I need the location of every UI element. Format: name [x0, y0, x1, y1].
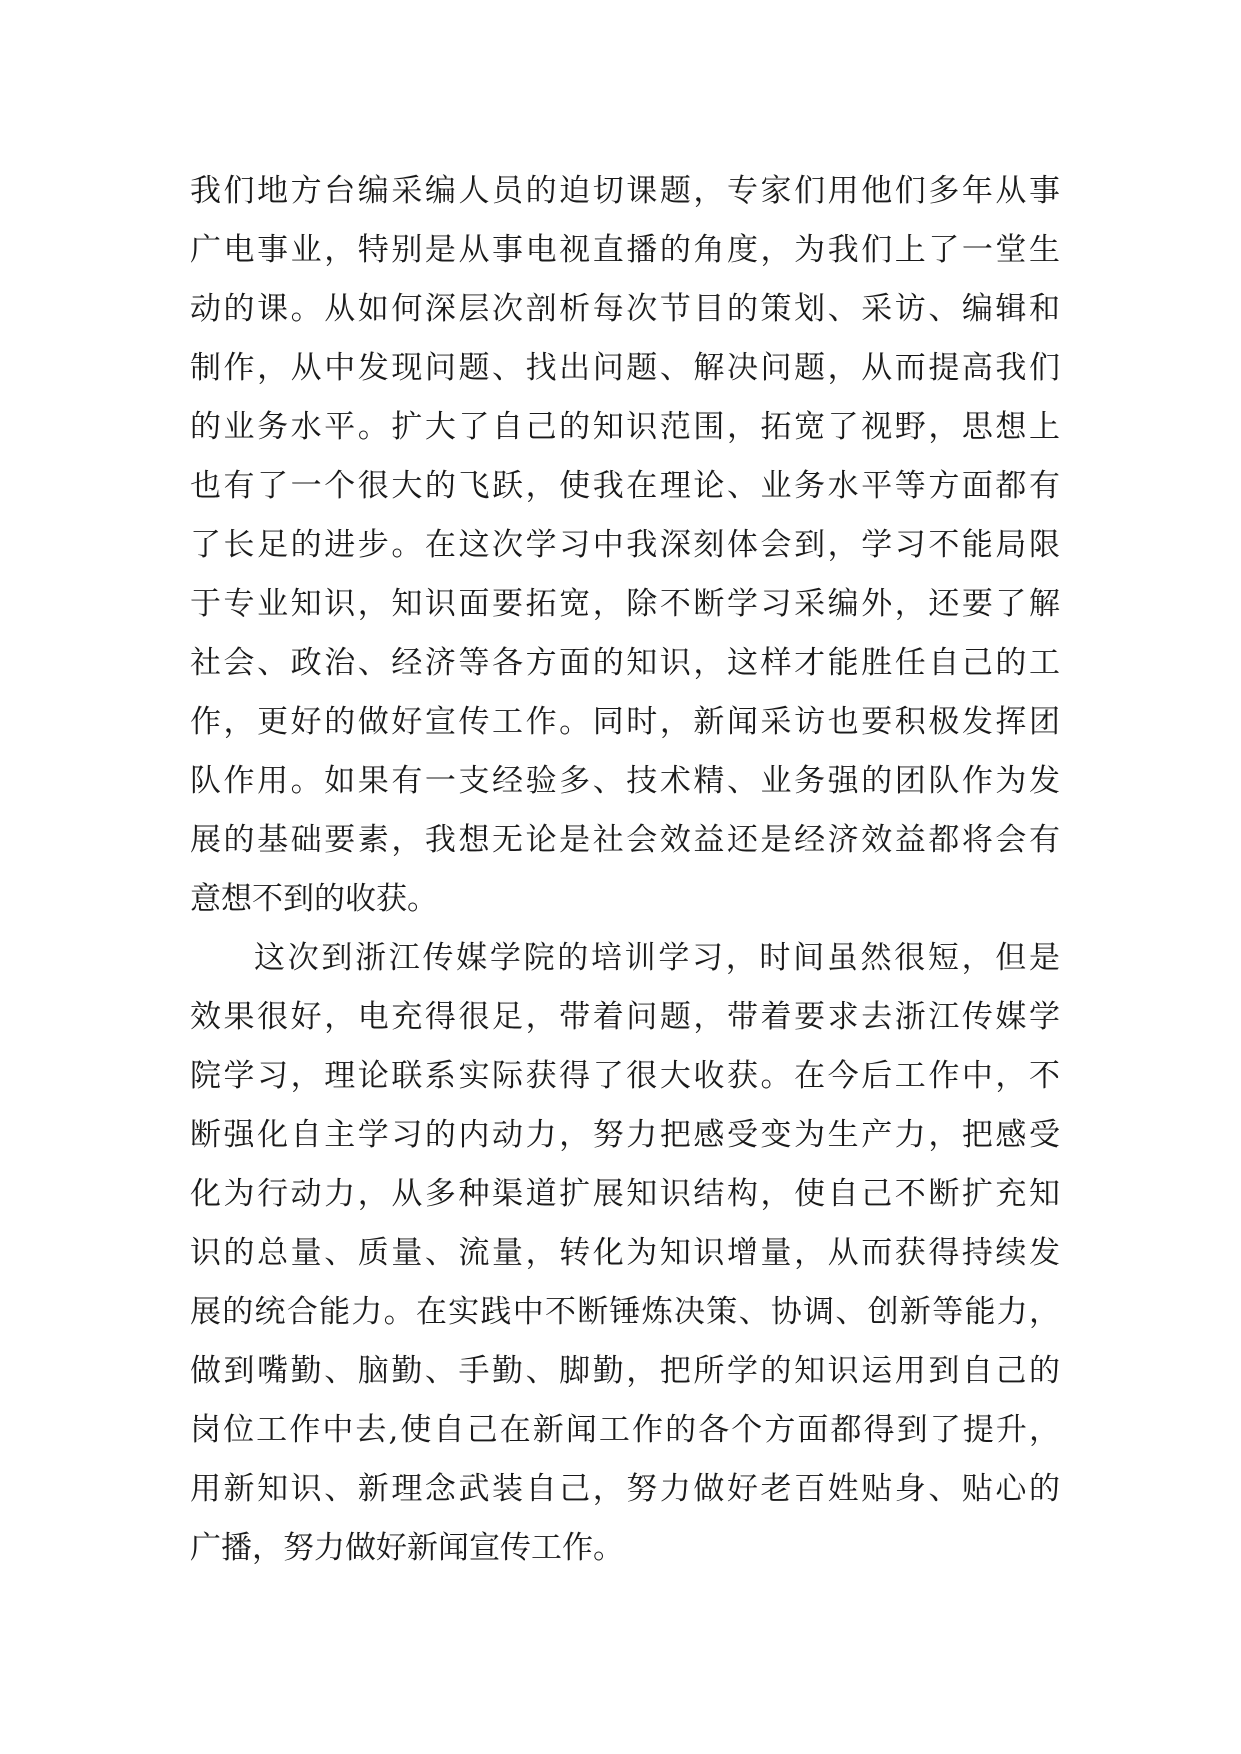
text-line: 作，更好的做好宣传工作。同时，新闻采访也要积极发挥团 — [190, 704, 1060, 740]
text-line: 这次到浙江传媒学院的培训学习，时间虽然很短，但是 — [254, 940, 1060, 976]
text-line: 展的统合能力。在实践中不断锤炼决策、协调、创新等能力， — [190, 1294, 1060, 1330]
text-line: 也有了一个很大的飞跃，使我在理论、业务水平等方面都有 — [190, 468, 1060, 504]
text-line: 断强化自主学习的内动力，努力把感受变为生产力，把感受 — [190, 1117, 1060, 1153]
text-line: 动的课。从如何深层次剖析每次节目的策划、采访、编辑和 — [190, 291, 1060, 327]
text-line: 制作，从中发现问题、找出问题、解决问题，从而提高我们 — [190, 350, 1060, 386]
text-line: 社会、政治、经济等各方面的知识，这样才能胜任自己的工 — [190, 645, 1060, 681]
paragraph-2 — [190, 929, 1060, 1578]
text-line: 识的总量、质量、流量，转化为知识增量，从而获得持续发 — [190, 1235, 1060, 1271]
text-line: 广电事业，特别是从事电视直播的角度，为我们上了一堂生 — [190, 232, 1060, 268]
text-line: 用新知识、新理念武装自己，努力做好老百姓贴身、贴心的 — [190, 1471, 1060, 1507]
text-line: 广播，努力做好新闻宣传工作。 — [190, 1530, 624, 1566]
text-line: 效果很好，电充得很足，带着问题，带着要求去浙江传媒学 — [190, 999, 1060, 1035]
text-line: 岗位工作中去,使自己在新闻工作的各个方面都得到了提升， — [190, 1412, 1060, 1448]
text-line: 化为行动力，从多种渠道扩展知识结构，使自己不断扩充知 — [190, 1176, 1060, 1212]
paragraph-1 — [190, 162, 1060, 929]
text-line: 意想不到的收获。 — [190, 881, 438, 917]
text-line: 展的基础要素，我想无论是社会效益还是经济效益都将会有 — [190, 822, 1060, 858]
text-line: 的业务水平。扩大了自己的知识范围，拓宽了视野，思想上 — [190, 409, 1060, 445]
text-line: 我们地方台编采编人员的迫切课题，专家们用他们多年从事 — [190, 173, 1060, 209]
text-line: 做到嘴勤、脑勤、手勤、脚勤，把所学的知识运用到自己的 — [190, 1353, 1060, 1389]
text-line: 于专业知识，知识面要拓宽，除不断学习采编外，还要了解 — [190, 586, 1060, 622]
text-line: 了长足的进步。在这次学习中我深刻体会到，学习不能局限 — [190, 527, 1060, 563]
text-line: 院学习，理论联系实际获得了很大收获。在今后工作中，不 — [190, 1058, 1060, 1094]
document-body — [190, 162, 1060, 1578]
text-line: 队作用。如果有一支经验多、技术精、业务强的团队作为发 — [190, 763, 1060, 799]
